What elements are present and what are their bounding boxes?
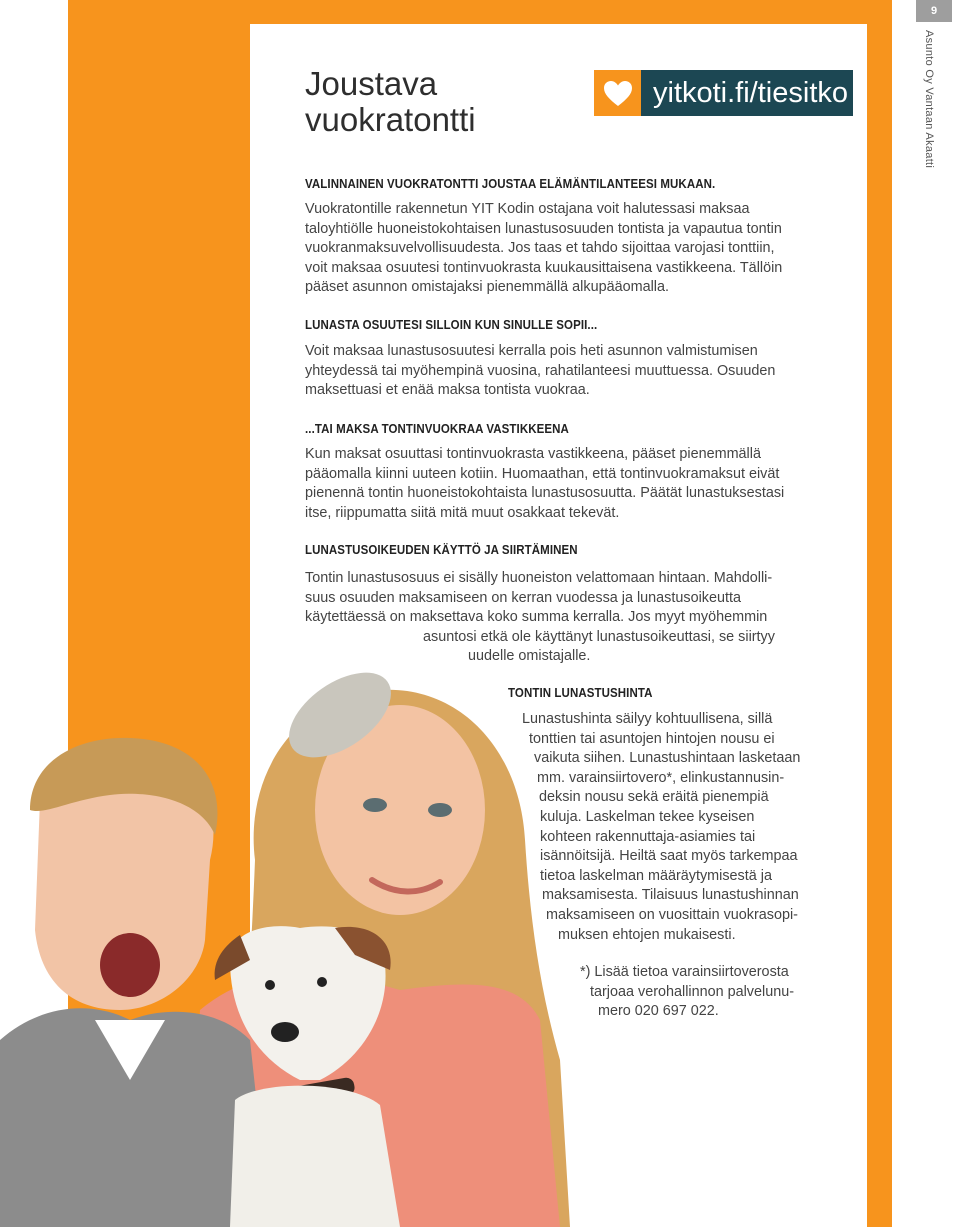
text-line: pääomalla kiinni uuteen kotiin. Huomaathan, että tontinvuokramaksut eivät	[305, 465, 780, 482]
section-heading: TONTIN LUNASTUSHINTA	[508, 686, 653, 700]
text-line: Voit maksaa lunastusosuutesi kerralla pois heti asunnon valmistumisen	[305, 343, 758, 359]
text-line: maksamiseen on vuosittain vuokrasopi-	[546, 906, 798, 923]
footnote-line: *) Lisää tietoa varainsiirtoverosta	[580, 964, 789, 980]
text-line: uudelle omistajalle.	[468, 648, 591, 665]
section-body	[305, 569, 825, 667]
text-line: asuntosi etkä ole käyttänyt lunastusoikeuttasi, se siirtyy	[423, 628, 775, 645]
section-body	[305, 445, 825, 523]
section-body	[305, 342, 825, 401]
title-line: Joustava	[305, 65, 438, 102]
footnote-line: mero 020 697 022.	[598, 1003, 719, 1020]
heart-icon	[594, 70, 641, 116]
footnote-line: tarjoaa verohallinnon palvelunu-	[590, 983, 795, 1000]
text-line: kohteen rakennuttaja-asiamies tai	[540, 828, 756, 845]
text-line: voit maksaa osuutesi tontinvuokrasta kuukausittaisena vastikkeena. Tällöin	[305, 259, 783, 276]
section-body	[522, 710, 822, 945]
text-line: tietoa laskelman määräytymisestä ja	[540, 867, 772, 884]
text-line: Lunastushinta säilyy kohtuullisena, sillä	[522, 711, 773, 727]
text-line: muksen ehtojen mukaisesti.	[558, 926, 736, 943]
section-body	[305, 200, 825, 298]
text-line: isännöitsijä. Heiltä saat myös tarkempaa	[540, 848, 798, 865]
text-line: suus osuuden maksamiseen on kerran vuodessa ja lunastusoikeutta	[305, 589, 741, 606]
text-line: deksin nousu sekä eräitä pienempiä	[539, 789, 769, 806]
text-line: pääset asunnon omistajaksi pienemmällä alkupääomalla.	[305, 279, 669, 296]
text-line: Kun maksat osuuttasi tontinvuokrasta vastikkeena, pääset pienemmällä	[305, 446, 761, 462]
text-line: maksettuasi et enää maksa tontista vuokraa.	[305, 382, 590, 399]
text-line: tonttien tai asuntojen hintojen nousu ei	[529, 730, 775, 747]
text-line: taloyhtiölle huoneistokohtaisen lunastusosuuden tontista ja vapautua tontin	[305, 220, 782, 237]
text-line: Tontin lunastusosuus ei sisälly huoneiston velattomaan hintaan. Mahdolli-	[305, 570, 773, 586]
text-line: pienennä tontin huoneistokohtaista lunastusosuutta. Päätät lunastuksestasi	[305, 485, 785, 502]
footnote	[580, 963, 840, 1022]
web-link-badge[interactable]	[594, 70, 853, 116]
title-line: vuokratontti	[305, 101, 476, 138]
badge-link-text[interactable]: yitkoti.fi/tiesitko	[641, 70, 853, 116]
side-margin	[915, 0, 960, 1227]
page-number: 9	[916, 0, 952, 22]
page-title	[305, 66, 565, 138]
text-line: mm. varainsiirtovero*, elinkustannusin-	[537, 769, 785, 786]
text-line: itse, riippumatta siitä mitä muut osakkaat tekevät.	[305, 504, 620, 521]
section-heading: LUNASTA OSUUTESI SILLOIN KUN SINULLE SOPII...	[305, 318, 598, 332]
side-label: Asunto Oy Vantaan Akaatti	[923, 30, 935, 169]
text-line: maksamisesta. Tilaisuus lunastushinnan	[542, 887, 799, 904]
section-heading: ...TAI MAKSA TONTINVUOKRAA VASTIKKEENA	[305, 422, 569, 436]
section-heading: VALINNAINEN VUOKRATONTTI JOUSTAA ELÄMÄNTILANTEESI MUKAAN.	[305, 177, 716, 191]
text-line: käytettäessä on maksettava koko summa kerralla. Jos myyt myöhemmin	[305, 609, 768, 626]
text-line: Vuokratontille rakennetun YIT Kodin ostajana voit halutessasi maksaa	[305, 201, 750, 217]
text-line: vuokranmaksuvelvollisuudesta. Jos taas et tahdo sijoittaa varojasi tonttiin,	[305, 240, 775, 257]
text-line: yhteydessä tai myöhempinä vuosina, rahatilanteesi muuttuessa. Osuuden	[305, 362, 776, 379]
section-heading: LUNASTUSOIKEUDEN KÄYTTÖ JA SIIRTÄMINEN	[305, 543, 578, 557]
text-line: vaikuta siihen. Lunastushintaan lasketaan	[534, 750, 801, 767]
text-line: kuluja. Laskelman tekee kyseisen	[540, 808, 755, 825]
dog-body	[230, 1086, 400, 1227]
